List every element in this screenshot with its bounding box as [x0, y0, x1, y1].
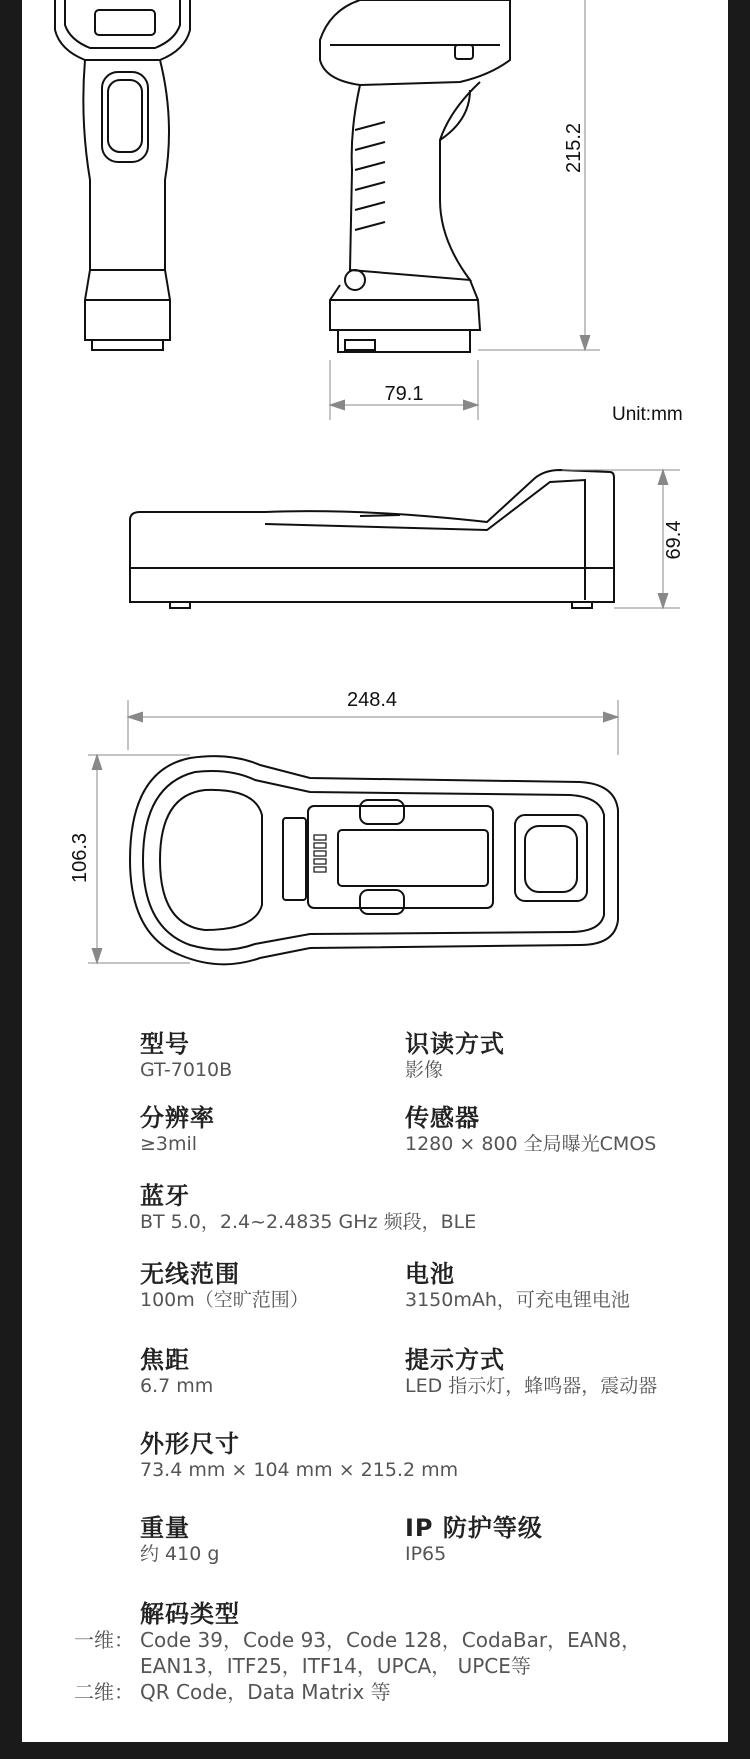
- spec-value: 影像: [405, 1059, 444, 1081]
- spec-title: 型号: [140, 1030, 190, 1058]
- one-d-label: 一维：: [74, 1628, 134, 1652]
- height-dimension: 215.2: [563, 122, 585, 174]
- spec-resolution: [140, 1104, 215, 1156]
- spec-title: 分辨率: [140, 1104, 215, 1132]
- spec-battery: [405, 1260, 630, 1312]
- width-dimension: 79.1: [384, 383, 424, 405]
- spec-title: 传感器: [405, 1104, 480, 1132]
- spec-value: GT-7010B: [140, 1059, 233, 1081]
- cradle-length-dimension: 248.4: [346, 689, 398, 711]
- spec-wireless-range: [140, 1260, 309, 1312]
- two-d-label: 二维：: [74, 1680, 134, 1704]
- spec-decode-types: [140, 1600, 240, 1628]
- spec-title: 焦距: [140, 1346, 190, 1374]
- spec-value: ≥3mil: [140, 1133, 198, 1155]
- scanner-side-view: [320, 0, 510, 352]
- spec-dimensions: [140, 1430, 458, 1482]
- spec-value: 3150mAh，可充电锂电池: [405, 1289, 630, 1311]
- decode-list: [74, 1627, 641, 1705]
- one-d-codes: Code 39，Code 93，Code 128，CodaBar，EAN8，: [140, 1628, 642, 1652]
- spec-title: 提示方式: [405, 1346, 505, 1374]
- two-d-codes: QR Code，Data Matrix 等: [140, 1680, 391, 1704]
- spec-title: 识读方式: [405, 1030, 505, 1058]
- one-d-codes-continued: EAN13，ITF25，ITF14，UPCA， UPCE等: [140, 1654, 531, 1678]
- scanner-front-view: [55, 0, 190, 350]
- spec-value: IP65: [405, 1543, 447, 1565]
- cradle-side-view: [130, 470, 614, 608]
- spec-value: 100m（空旷范围）: [140, 1289, 309, 1311]
- cradle-top-view: [130, 756, 618, 964]
- spec-value: LED 指示灯，蜂鸣器，震动器: [405, 1375, 658, 1397]
- spec-ip-rating: [405, 1514, 543, 1566]
- spec-alert-mode: [405, 1346, 657, 1398]
- spec-value: 约 410 g: [140, 1543, 220, 1565]
- spec-title: 重量: [140, 1514, 190, 1542]
- spec-bluetooth: [140, 1182, 476, 1234]
- cradle-width-dimension: 106.3: [69, 832, 91, 884]
- spec-value: 73.4 mm × 104 mm × 215.2 mm: [140, 1459, 459, 1481]
- unit-label: Unit:mm: [612, 404, 683, 425]
- spec-value: 6.7 mm: [140, 1375, 214, 1397]
- spec-read-mode: [405, 1030, 505, 1082]
- spec-title: 无线范围: [140, 1260, 240, 1288]
- spec-focal-length: [140, 1346, 213, 1398]
- spec-value: BT 5.0，2.4~2.4835 GHz 频段，BLE: [140, 1211, 477, 1233]
- spec-title: 蓝牙: [140, 1182, 190, 1210]
- cradle-height-dimension: 69.4: [663, 520, 685, 560]
- spec-title: 外形尺寸: [140, 1430, 240, 1458]
- spec-sensor: [405, 1104, 656, 1156]
- spec-value: 1280 × 800 全局曝光CMOS: [405, 1133, 657, 1155]
- spec-model: [140, 1030, 232, 1082]
- spec-title: IP 防护等级: [405, 1514, 543, 1542]
- spec-weight: [140, 1514, 219, 1566]
- spec-title: 解码类型: [140, 1600, 240, 1628]
- spec-title: 电池: [405, 1260, 455, 1288]
